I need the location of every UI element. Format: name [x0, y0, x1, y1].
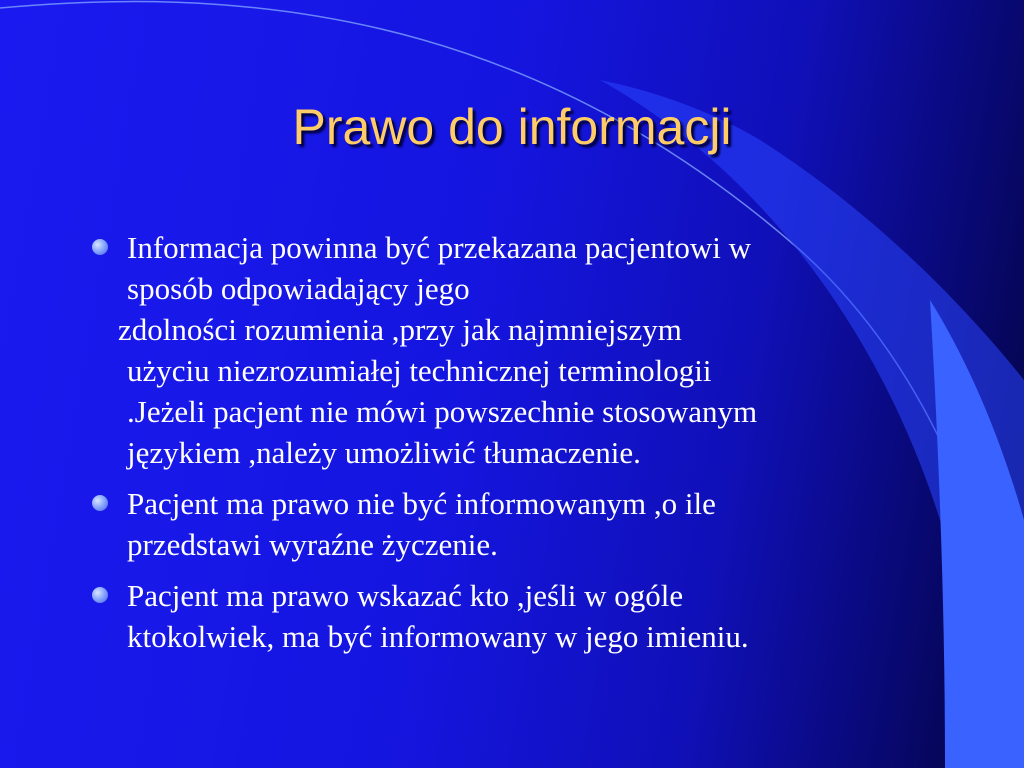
- bullet-1-line-2: sposób odpowiadający jego: [127, 271, 470, 306]
- continuation-line-4: językiem ,należy umożliwić tłumaczenie.: [127, 435, 641, 470]
- continuation-line-1: zdolności rozumienia ,przy jak najmniejszym: [118, 312, 682, 347]
- circle-bullet-icon: [92, 587, 108, 603]
- circle-bullet-icon: [92, 239, 108, 255]
- bullet-item-1: [92, 227, 972, 309]
- bullet-continuation: [92, 309, 972, 473]
- bullet-2-line-1: Pacjent ma prawo nie być informowanym ,o ile: [127, 486, 716, 521]
- slide-body: [92, 227, 972, 667]
- bullet-3-line-2: ktokolwiek, ma być informowany w jego imieniu.: [127, 619, 749, 654]
- bullet-1-line-1: Informacja powinna być przekazana pacjentowi w: [127, 230, 752, 265]
- bullet-item-3: [92, 575, 972, 657]
- continuation-line-3: .Jeżeli pacjent nie mówi powszechnie stosowanym: [127, 394, 758, 429]
- bullet-3-line-1: Pacjent ma prawo wskazać kto ,jeśli w ogóle: [127, 578, 684, 613]
- slide-title: Prawo do informacji: [292, 99, 732, 155]
- continuation-line-2: użyciu niezrozumiałej technicznej terminologii: [127, 353, 712, 388]
- bullet-item-2: [92, 483, 972, 565]
- bullet-2-line-2: przedstawi wyraźne życzenie.: [127, 527, 498, 562]
- circle-bullet-icon: [92, 495, 108, 511]
